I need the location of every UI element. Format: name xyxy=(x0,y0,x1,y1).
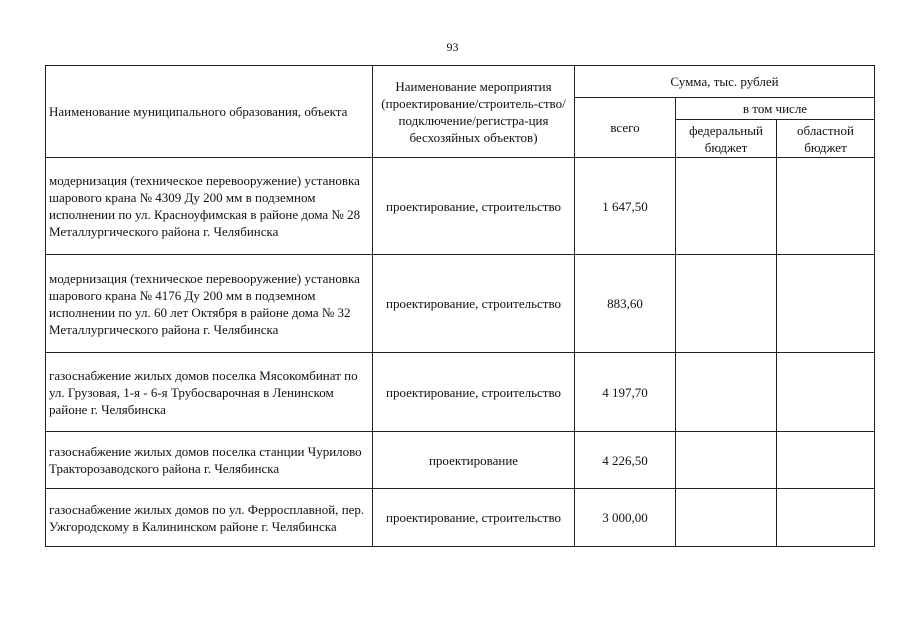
sum-regional xyxy=(777,353,875,432)
sum-federal xyxy=(676,489,777,547)
sum-total: 1 647,50 xyxy=(575,158,676,255)
object-name: модернизация (техническое перевооружение) установка шарового крана № 4176 Ду 200 мм в подземном исполнении по ул. 60 лет Октября в районе дома № 32 Металлургического района г. Челябинска xyxy=(46,255,373,353)
sum-regional xyxy=(777,255,875,353)
sum-federal xyxy=(676,158,777,255)
event-type: проектирование xyxy=(373,432,575,489)
page-number: 93 xyxy=(446,40,459,54)
sum-total: 4 197,70 xyxy=(575,353,676,432)
table-row xyxy=(46,353,875,432)
event-type: проектирование, строительство xyxy=(373,353,575,432)
header-federal: федеральный бюджет xyxy=(676,120,777,158)
event-type: проектирование, строительство xyxy=(373,158,575,255)
header-row-1 xyxy=(46,66,875,98)
object-name: газоснабжение жилых домов по ул. Ферросплавной, пер. Ужгородскому в Калининском районе г. Челябинска xyxy=(46,489,373,547)
object-name: газоснабжение жилых домов поселка Мясокомбинат по ул. Грузовая, 1-я - 6-я Трубосварочная в Ленинском районе г. Челябинска xyxy=(46,353,373,432)
table-row xyxy=(46,255,875,353)
header-name: Наименование муниципального образования, объекта xyxy=(46,66,373,158)
funding-table xyxy=(45,65,875,547)
sum-regional xyxy=(777,432,875,489)
sum-total: 4 226,50 xyxy=(575,432,676,489)
sum-regional xyxy=(777,489,875,547)
header-event: Наименование мероприятия (проектирование/строитель-ство/подключение/регистра-ция бесхозяйных объектов) xyxy=(373,66,575,158)
sum-federal xyxy=(676,432,777,489)
table-row xyxy=(46,489,875,547)
event-type: проектирование, строительство xyxy=(373,255,575,353)
header-including: в том числе xyxy=(676,98,875,120)
object-name: газоснабжение жилых домов поселка станции Чурилово Тракторозаводского района г. Челябинска xyxy=(46,432,373,489)
sum-federal xyxy=(676,353,777,432)
sum-total: 3 000,00 xyxy=(575,489,676,547)
table-row xyxy=(46,158,875,255)
event-type: проектирование, строительство xyxy=(373,489,575,547)
sum-total: 883,60 xyxy=(575,255,676,353)
sum-federal xyxy=(676,255,777,353)
table-row xyxy=(46,432,875,489)
header-sum-group: Сумма, тыс. рублей xyxy=(575,66,875,98)
header-regional: областной бюджет xyxy=(777,120,875,158)
sum-regional xyxy=(777,158,875,255)
header-total: всего xyxy=(575,98,676,158)
object-name: модернизация (техническое перевооружение) установка шарового крана № 4309 Ду 200 мм в подземном исполнении по ул. Красноуфимская в районе дома № 28 Металлургического района г. Челябинска xyxy=(46,158,373,255)
